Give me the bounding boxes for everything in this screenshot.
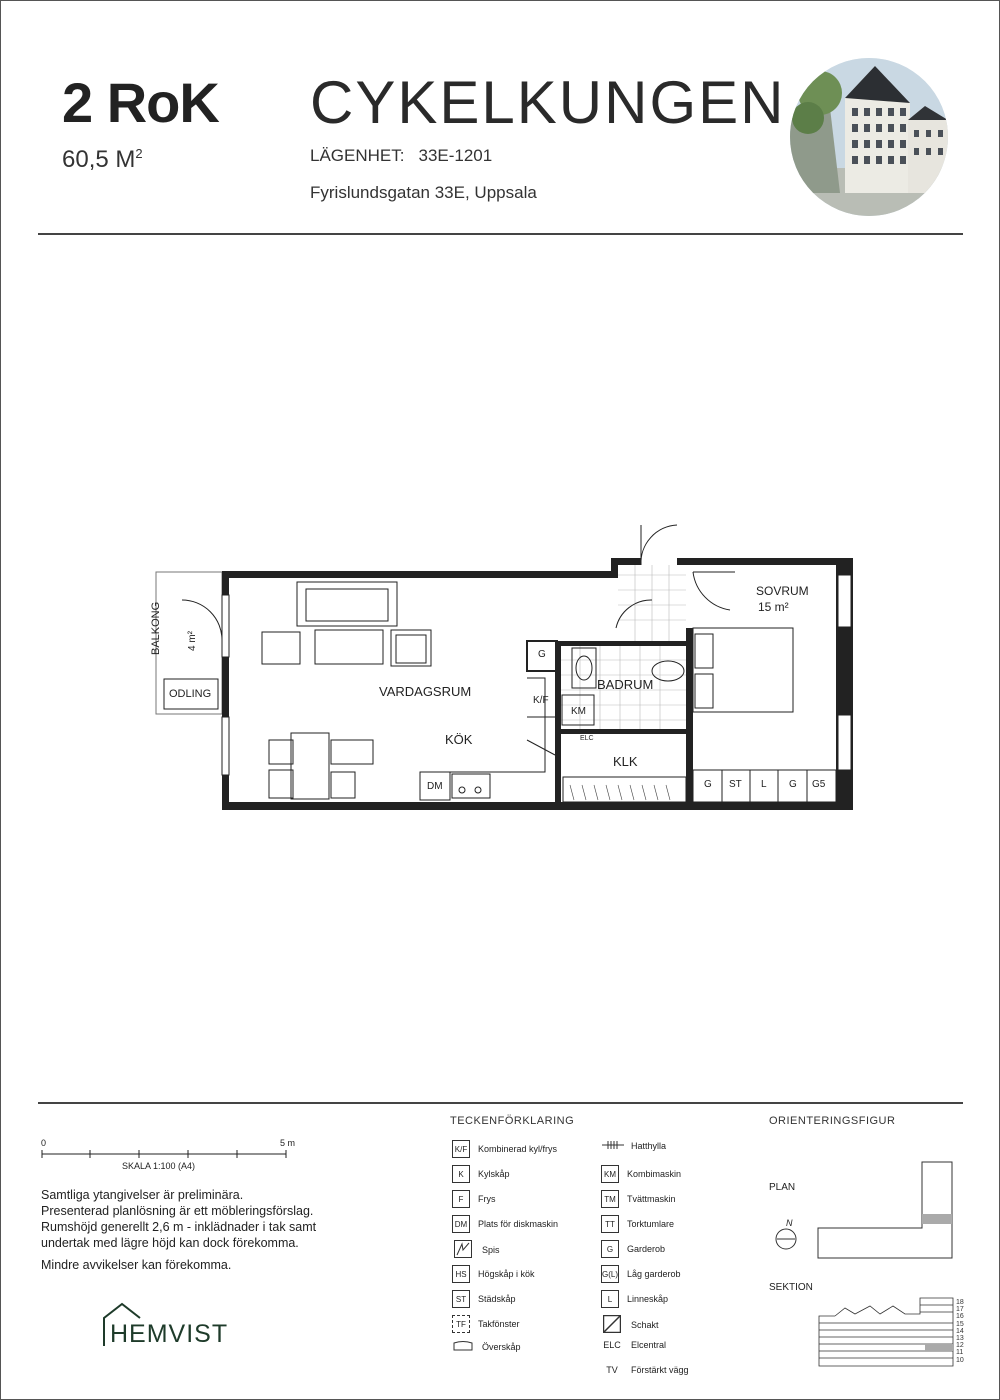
legend-item (452, 1265, 535, 1283)
scale-bar (40, 1148, 290, 1160)
legend-label: Schakt (631, 1320, 659, 1330)
closet-label-4: G (789, 779, 797, 790)
elc-label: ELC (580, 735, 594, 742)
footer-divider (38, 1102, 963, 1104)
legend-item (601, 1365, 689, 1375)
address: Fyrislundsgatan 33E, Uppsala (310, 183, 537, 202)
legend-code: HS (452, 1265, 470, 1283)
legend-item (452, 1190, 496, 1208)
apartment-number: 33E-1201 (418, 146, 493, 165)
brand-logo (100, 1300, 240, 1350)
legend-item (601, 1190, 676, 1208)
project-name: CYKELKUNGEN (310, 69, 786, 136)
legend-item (601, 1240, 665, 1258)
floor-numbers: 18 17 16 15 14 13 12 11 10 (956, 1299, 964, 1364)
closet-label-1: G (704, 779, 712, 790)
scale-start: 0 (41, 1138, 47, 1148)
legend-label: Städskåp (478, 1294, 516, 1304)
plan-label: PLAN (769, 1182, 796, 1193)
fridge-freezer-label: K/F (533, 695, 549, 706)
legend-label: Tvättmaskin (627, 1194, 676, 1204)
scale-end: 5 m (280, 1138, 296, 1148)
legend-label: Överskåp (482, 1342, 521, 1352)
legend-label: Hatthylla (631, 1141, 667, 1151)
legend-code: K (452, 1165, 470, 1183)
legend-label: Spis (482, 1245, 500, 1255)
legend-item (601, 1165, 681, 1183)
balcony-area-label: 4 m² (187, 631, 198, 651)
legend-item (452, 1315, 520, 1333)
legend-code: KM (601, 1165, 619, 1183)
legend-code: G(L) (601, 1265, 619, 1283)
walkin-closet-label: KLK (613, 754, 638, 769)
legend-code: TT (601, 1215, 619, 1233)
legend-code: DM (452, 1215, 470, 1233)
dishwasher-label: DM (427, 781, 443, 792)
closet-label-2: ST (729, 779, 742, 790)
legend-label: Linneskåp (627, 1294, 669, 1304)
legend-code: TF (452, 1315, 470, 1333)
legend-label: Takfönster (478, 1319, 520, 1329)
wall-cabinet-icon (452, 1340, 474, 1354)
legend-item (452, 1240, 500, 1260)
closet-label-5: G5 (812, 779, 826, 790)
legend-code: L (601, 1290, 619, 1308)
apartment-area: 60,5 $M^2$ (62, 146, 143, 173)
hat-shelf-icon (601, 1140, 623, 1152)
legend-item (601, 1290, 668, 1308)
closet-label-3: L (761, 779, 767, 790)
legend-label: Kombimaskin (627, 1169, 682, 1179)
shaft-icon (601, 1315, 623, 1335)
legend-item (601, 1140, 666, 1152)
legend-label: Garderob (627, 1244, 666, 1254)
legend-label: Högskåp i kök (478, 1269, 535, 1279)
living-room-label: VARDAGSRUM (379, 684, 472, 699)
legend-item (601, 1215, 674, 1233)
header-divider (38, 233, 963, 235)
legend-item (601, 1340, 666, 1350)
floor-plan (0, 500, 1000, 830)
legend-label: Låg garderob (627, 1269, 681, 1279)
legend-title: TECKENFÖRKLARING (450, 1115, 575, 1127)
legend-label: Torktumlare (627, 1219, 675, 1229)
legend-label: Elcentral (631, 1340, 667, 1350)
combi-machine-label: KM (571, 706, 586, 717)
section-label: SEKTION (769, 1282, 813, 1293)
orientation-section (815, 1296, 955, 1368)
legend-item (452, 1340, 521, 1354)
legend-code: K/F (452, 1140, 470, 1158)
legend-label: Kylskåp (478, 1169, 510, 1179)
scale-label: SKALA 1:100 (A4) (122, 1161, 196, 1171)
bathroom-label: BADRUM (597, 677, 654, 692)
disclaimer: Samtliga ytangivelser är preliminära. Presenterad planlösning är ett möbleringsförslag. Rumshöjd generellt 2,6 m - inklädnader i tak samt undertak med lägre höjd kan dock förekomma. Mindre avvikelser kan förekomma. (41, 1188, 317, 1272)
apartment-id (310, 146, 492, 166)
legend-code: G (601, 1240, 619, 1258)
legend-code: TM (601, 1190, 619, 1208)
legend-label: Förstärkt vägg (631, 1365, 689, 1375)
north-label: N (786, 1218, 793, 1228)
apartment-label: LÄGENHET: (310, 146, 405, 165)
stove-icon (452, 1240, 474, 1260)
building-photo (790, 58, 948, 216)
legend-code: ST (452, 1290, 470, 1308)
legend-item (601, 1315, 659, 1335)
legend-item (452, 1215, 558, 1233)
legend-item (452, 1165, 510, 1183)
brand-name: HEMVIST (110, 1320, 229, 1348)
legend-label: Kombinerad kyl/frys (478, 1144, 558, 1154)
bedroom-area-label: 15 m² (758, 600, 789, 614)
balcony-label: BALKONG (150, 601, 162, 655)
legend-item (452, 1140, 557, 1158)
legend-code: ELC (603, 1340, 621, 1350)
legend-label: Frys (478, 1194, 496, 1204)
bedroom-label: SOVRUM (756, 584, 809, 598)
orientation-title: ORIENTERINGSFIGUR (769, 1115, 896, 1127)
legend-item (452, 1290, 516, 1308)
kitchen-label: KÖK (445, 732, 473, 747)
legend-code: TV (606, 1365, 618, 1375)
apartment-type: 2 RoK (62, 71, 219, 134)
legend-item (601, 1265, 681, 1283)
legend-label: Plats för diskmaskin (478, 1219, 559, 1229)
wardrobe-kitchen-label: G (538, 649, 546, 660)
legend-code: F (452, 1190, 470, 1208)
cultivation-label: ODLING (169, 688, 212, 700)
